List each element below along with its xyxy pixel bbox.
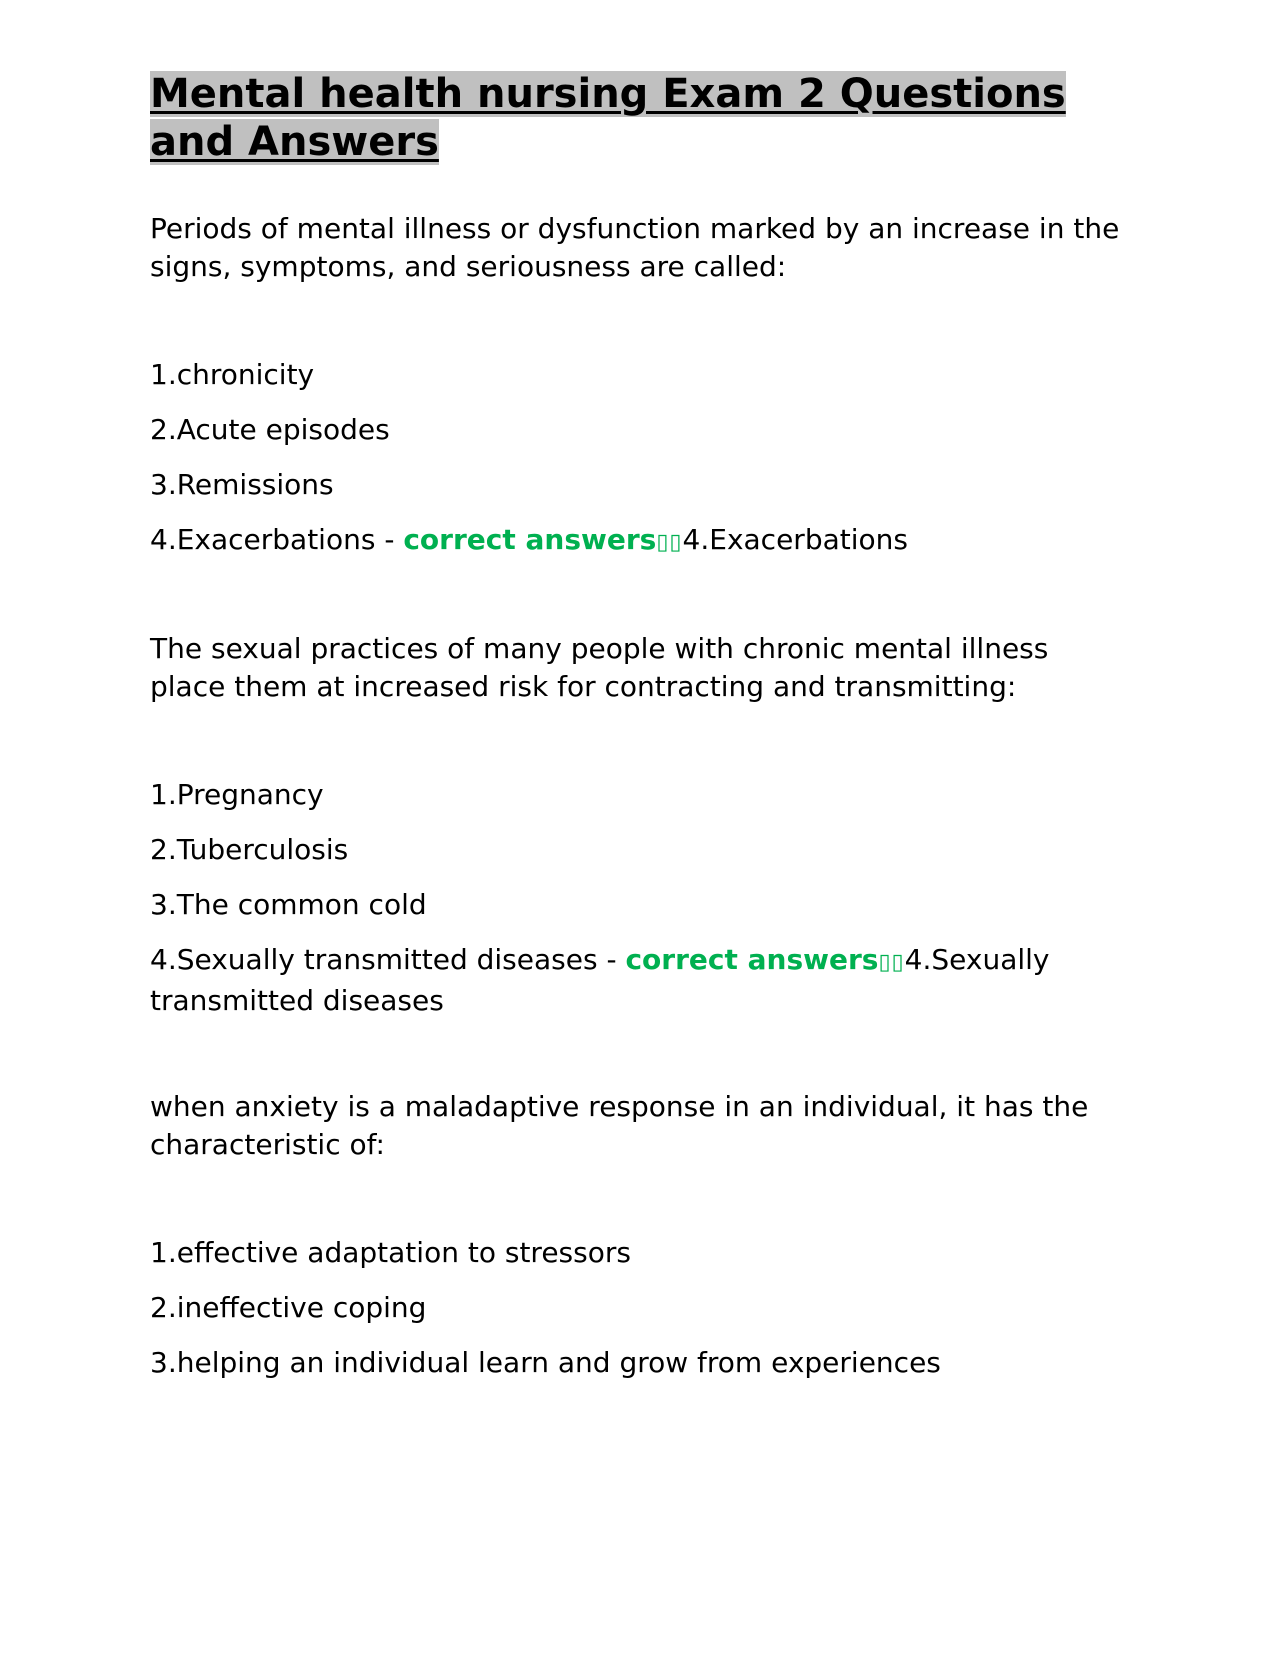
option-item: 2.Tuberculosis: [150, 833, 349, 866]
document-page: [150, 70, 1130, 1382]
option-item: 1.chronicity: [150, 358, 315, 391]
option-text: 4.Exacerbations -: [150, 523, 404, 556]
correct-answer-marker: correct answers: [625, 943, 879, 976]
option-item: 2.ineffective coping: [150, 1291, 427, 1324]
title-line-1: Mental health nursing Exam 2 Questions: [150, 71, 1066, 117]
box-glyph-icon: ▯▯: [656, 530, 683, 555]
option-item: 3.Remissions: [150, 468, 334, 501]
option-text: 4.Sexually transmitted diseases -: [150, 943, 626, 976]
option-list: [150, 356, 1130, 562]
option-item: 3.helping an individual learn and grow from experiences: [150, 1346, 941, 1379]
title-line-2: and Answers: [150, 119, 439, 165]
correct-answer-marker: correct answers: [403, 523, 657, 556]
box-glyph-icon: ▯▯: [878, 950, 905, 975]
option-list: [150, 1234, 1130, 1382]
option-item: 1.Pregnancy: [150, 778, 324, 811]
document-title: [150, 70, 1130, 166]
answer-text: 4.Exacerbations: [682, 523, 908, 556]
question-text: Periods of mental illness or dysfunction marked by an increase in the signs, symptoms, and seriousness are called:: [150, 212, 1120, 283]
question-block-2: [150, 630, 1130, 1020]
question-text: when anxiety is a maladaptive response in an individual, it has the characteristic of:: [150, 1090, 1089, 1161]
option-item-with-answer: [150, 941, 1130, 1020]
option-item: 1.effective adaptation to stressors: [150, 1236, 631, 1269]
option-item: 2.Acute episodes: [150, 413, 390, 446]
question-text: The sexual practices of many people with chronic mental illness place them at increased risk for contracting and transmitting:: [150, 632, 1049, 703]
option-list: [150, 776, 1130, 1020]
question-block-1: [150, 210, 1130, 562]
answer-text: 4.Sexually transmitted diseases: [150, 943, 1050, 1017]
option-item: 3.The common cold: [150, 888, 427, 921]
question-block-3: [150, 1088, 1130, 1382]
option-item-with-answer: [150, 521, 1130, 562]
